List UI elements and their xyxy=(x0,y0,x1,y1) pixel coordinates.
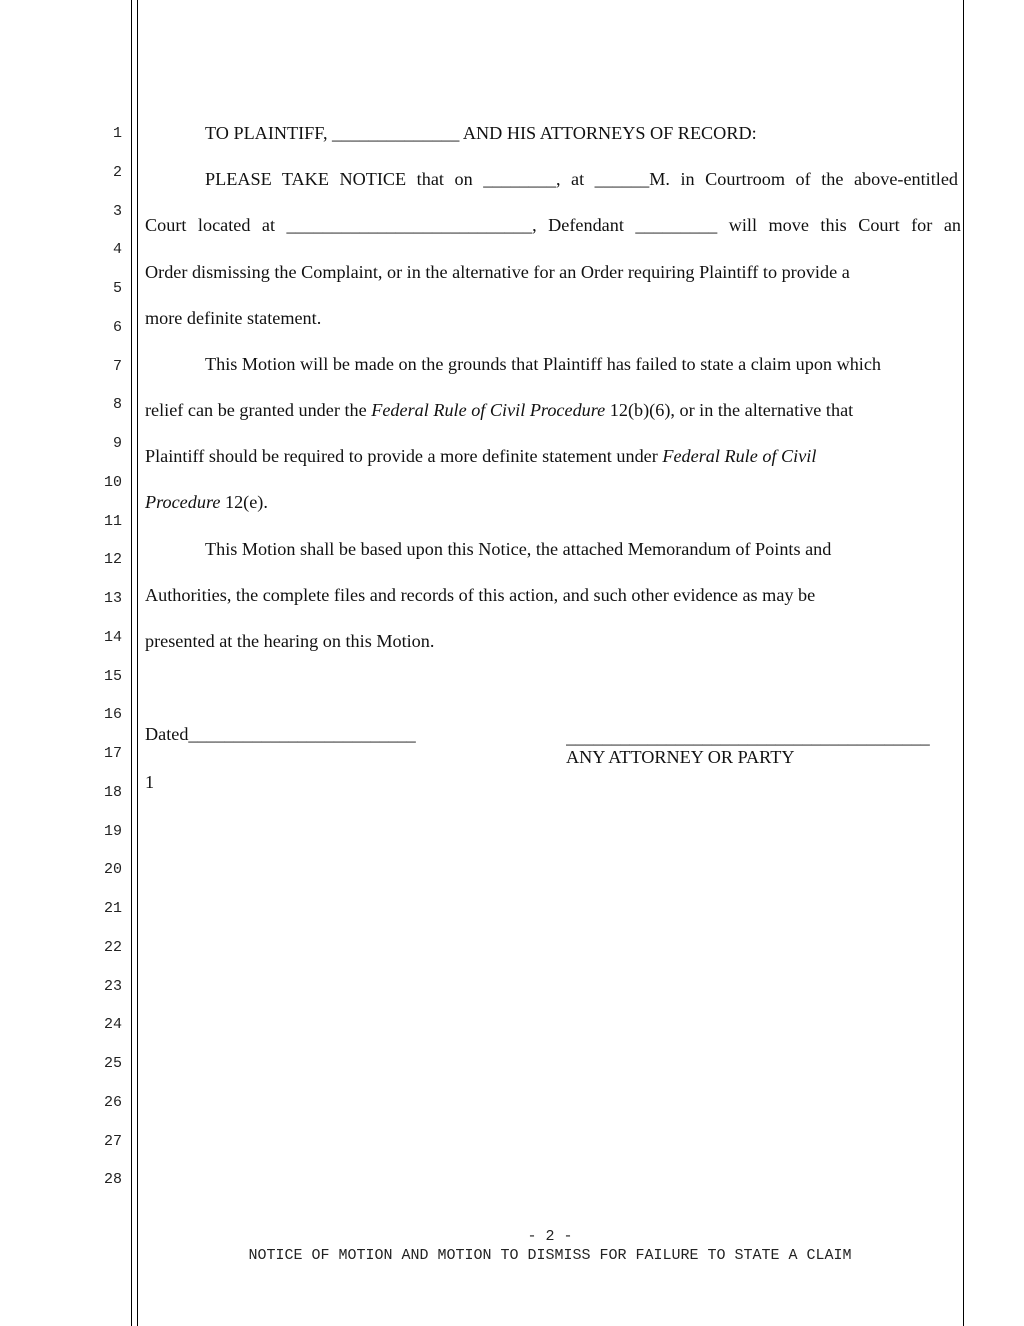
dated-line: Dated_________________________ xyxy=(145,724,416,744)
line-number-8: 8 xyxy=(112,396,122,414)
footer-title: NOTICE OF MOTION AND MOTION TO DISMISS FOR FAILURE TO STATE A CLAIM xyxy=(248,1247,852,1264)
notice-line-4: more definite statement. xyxy=(145,308,322,328)
grounds-line-3 xyxy=(145,445,965,467)
grounds-line-2 xyxy=(145,399,965,421)
line-number-5: 5 xyxy=(112,280,122,297)
line-number-17: 17 xyxy=(103,745,122,762)
basis-line-3: presented at the hearing on this Motion. xyxy=(145,631,435,651)
line-number-13: 13 xyxy=(103,590,122,607)
signer-label: ANY ATTORNEY OR PARTY xyxy=(566,747,795,767)
line-number-18: 18 xyxy=(103,783,122,801)
line-number-24: 24 xyxy=(103,1016,122,1034)
line-number-2: 2 xyxy=(112,163,122,181)
grounds-line-4-text-b: 12(e). xyxy=(220,492,268,512)
basis-line-1: This Motion shall be based upon this Notice, the attached Memorandum of Points and xyxy=(205,539,832,559)
line-number-19: 19 xyxy=(103,822,122,840)
notice-line-3: Order dismissing the Complaint, or in the alternative for an Order requiring Plaintiff to provide a xyxy=(145,262,850,282)
line-number-28: 28 xyxy=(103,1171,122,1189)
stray-number: 1 xyxy=(145,772,155,792)
grounds-line-4 xyxy=(145,491,965,513)
left-margin-rule-inner xyxy=(137,0,138,1326)
line-number-16: 16 xyxy=(103,706,122,724)
line-number-27: 27 xyxy=(103,1132,122,1150)
grounds-line-2-text-a: relief can be granted under the xyxy=(145,400,372,420)
line-number-1: 1 xyxy=(112,125,122,142)
line-number-14: 14 xyxy=(103,628,122,646)
page-number: - 2 - xyxy=(527,1228,573,1245)
line-number-26: 26 xyxy=(103,1093,122,1111)
line-number-25: 25 xyxy=(103,1055,122,1072)
notice-line-2: Court located at ___________________________, Defendant _________ will move this Court for an xyxy=(145,215,961,235)
pleading-line-numbers xyxy=(0,0,122,1326)
line-number-21: 21 xyxy=(103,900,122,917)
addressee-line: TO PLAINTIFF, ______________ AND HIS ATTORNEYS OF RECORD: xyxy=(205,123,757,143)
federal-rule-citation-2: Federal Rule of Civil xyxy=(662,446,817,466)
grounds-line-3-text-a: Plaintiff should be required to provide a more definite statement under xyxy=(145,446,663,466)
notice-line-1: PLEASE TAKE NOTICE that on ________, at ______M. in Courtroom of the above-entitled xyxy=(205,169,958,189)
federal-rule-citation-2-cont: Procedure xyxy=(145,492,221,512)
line-number-10: 10 xyxy=(103,473,122,491)
grounds-line-2-text-b: 12(b)(6), or in the alternative that xyxy=(605,400,854,420)
line-number-12: 12 xyxy=(103,551,122,569)
line-number-22: 22 xyxy=(103,938,122,956)
line-number-4: 4 xyxy=(112,241,122,259)
right-margin-rule xyxy=(963,0,964,1326)
line-number-6: 6 xyxy=(112,318,122,336)
line-number-7: 7 xyxy=(112,357,122,375)
federal-rule-citation: Federal Rule of Civil Procedure xyxy=(371,400,606,420)
line-number-11: 11 xyxy=(103,512,122,530)
line-number-15: 15 xyxy=(103,667,122,685)
grounds-line-1: This Motion will be made on the grounds that Plaintiff has failed to state a claim upon which xyxy=(205,354,882,374)
line-number-20: 20 xyxy=(103,861,122,879)
signature-blank: ________________________________________ xyxy=(566,727,930,747)
basis-line-2: Authorities, the complete files and records of this action, and such other evidence as may be xyxy=(145,585,816,605)
left-margin-rule-outer xyxy=(131,0,132,1326)
line-number-9: 9 xyxy=(112,435,122,452)
line-number-3: 3 xyxy=(112,202,122,220)
line-number-23: 23 xyxy=(103,977,122,995)
